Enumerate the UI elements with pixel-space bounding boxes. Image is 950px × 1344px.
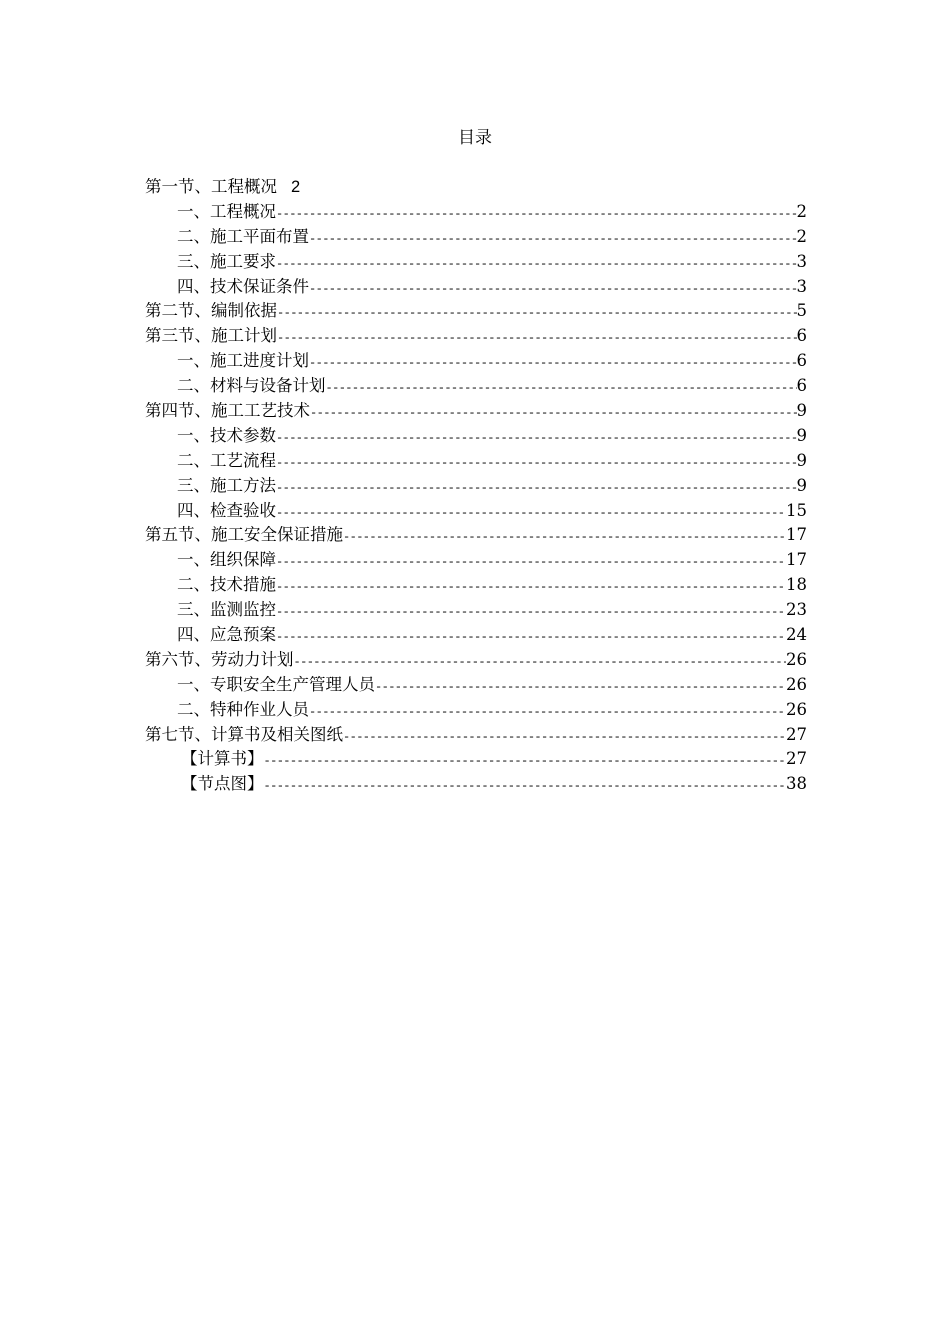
toc-entry-label: 四、技术保证条件 [177,276,309,296]
toc-title: 目录 [458,128,492,148]
toc-entry-label: 三、监测监控 [177,600,276,620]
toc-entry-page-number: 23 [786,600,807,620]
toc-entry-page-number: 9 [796,401,807,421]
toc-dot-leader [343,525,786,548]
toc-entry-page-number: 2 [796,201,807,221]
toc-entry[interactable] [145,299,807,324]
toc-entry[interactable] [145,349,807,374]
toc-entry[interactable] [145,523,807,548]
toc-entry[interactable] [145,648,807,673]
toc-entry-label: 一、工程概况 [177,201,276,221]
toc-dot-leader [294,650,787,673]
toc-dot-leader [309,351,797,374]
toc-entry-label: 第五节、施工安全保证措施 [145,525,343,545]
toc-entry-label: 一、组织保障 [177,550,276,570]
toc-dot-leader [326,376,797,399]
toc-entry-label: 第六节、劳动力计划 [145,649,294,669]
toc-entry-page-number: 2 [796,226,807,246]
toc-entry[interactable] [145,474,807,499]
toc-entry-label: 三、施工要求 [177,251,276,271]
toc-entry-page-number: 38 [786,774,807,794]
table-of-contents [145,175,807,797]
toc-entry-label: 一、技术参数 [177,425,276,445]
toc-entry[interactable] [145,324,807,349]
toc-dot-leader [276,451,797,474]
toc-dot-leader [276,202,797,225]
toc-entry-label: 二、工艺流程 [177,450,276,470]
toc-entry-page-number: 24 [786,625,807,645]
toc-entry[interactable] [145,772,807,797]
toc-entry[interactable] [145,499,807,524]
toc-entry-page-number: 27 [786,749,807,769]
toc-entry-label: 四、应急预案 [177,625,276,645]
toc-entry[interactable] [145,225,807,250]
toc-dot-leader [276,476,797,499]
toc-entry[interactable] [145,698,807,723]
toc-entry-label: 【节点图】 [181,774,264,794]
toc-entry-page-number: 6 [796,326,807,346]
toc-dot-leader [264,774,787,797]
toc-dot-leader [276,550,786,573]
toc-entry-page-number: 27 [786,724,807,744]
toc-dot-leader [277,326,797,349]
toc-entry-label: 二、特种作业人员 [177,699,309,719]
toc-dot-leader [277,301,797,324]
toc-entry[interactable] [145,573,807,598]
toc-dot-leader [310,401,797,424]
toc-entry[interactable] [145,598,807,623]
toc-entry-label: 第一节、工程概况 [145,177,277,196]
toc-entry-page-number: 17 [786,525,807,545]
toc-dot-leader [276,575,786,598]
toc-entry-label: 【计算书】 [181,749,264,769]
toc-entry-page-number: 9 [796,450,807,470]
toc-entry[interactable] [145,449,807,474]
toc-entry-label: 第四节、施工工艺技术 [145,401,310,421]
toc-entry[interactable] [145,275,807,300]
toc-entry[interactable] [145,399,807,424]
toc-dot-leader [309,227,797,250]
toc-entry[interactable] [145,175,807,200]
toc-entry[interactable] [145,548,807,573]
toc-dot-leader [343,725,786,748]
toc-dot-leader [276,600,786,623]
toc-entry[interactable] [145,200,807,225]
toc-dot-leader [309,277,797,300]
toc-entry[interactable] [145,374,807,399]
toc-entry-label: 二、施工平面布置 [177,226,309,246]
toc-entry-page-number: 3 [796,276,807,296]
toc-entry-page-number: 26 [786,699,807,719]
toc-entry-page-number: 5 [796,301,807,321]
toc-dot-leader [276,252,797,275]
toc-dot-leader [309,700,786,723]
toc-entry-label: 三、施工方法 [177,475,276,495]
toc-entry[interactable] [145,250,807,275]
toc-entry-page-number: 9 [796,425,807,445]
toc-entry-page-number: 15 [786,500,807,520]
toc-entry-label: 二、技术措施 [177,575,276,595]
toc-dot-leader [375,675,786,698]
toc-entry[interactable] [145,623,807,648]
toc-dot-leader [276,625,786,648]
toc-entry-page-number: 6 [796,376,807,396]
toc-dot-leader [276,501,786,524]
toc-entry[interactable] [145,424,807,449]
toc-entry-page-number: 18 [786,575,807,595]
toc-entry-label: 第二节、编制依据 [145,301,277,321]
toc-entry-page-number: 2 [291,178,301,196]
toc-entry-page-number: 9 [796,475,807,495]
toc-entry-page-number: 6 [796,351,807,371]
toc-dot-leader [264,749,787,772]
toc-entry-label: 四、检查验收 [177,500,276,520]
toc-entry-label: 一、施工进度计划 [177,351,309,371]
toc-entry-page-number: 3 [796,251,807,271]
toc-entry-label: 第七节、计算书及相关图纸 [145,724,343,744]
toc-entry-page-number: 17 [786,550,807,570]
toc-entry[interactable] [145,723,807,748]
toc-entry[interactable] [145,747,807,772]
toc-entry-label: 第三节、施工计划 [145,326,277,346]
toc-entry-label: 二、材料与设备计划 [177,376,326,396]
toc-dot-leader [276,426,797,449]
toc-entry-page-number: 26 [786,674,807,694]
toc-entry[interactable] [145,673,807,698]
toc-entry-page-number: 26 [786,649,807,669]
toc-entry-label: 一、专职安全生产管理人员 [177,674,375,694]
